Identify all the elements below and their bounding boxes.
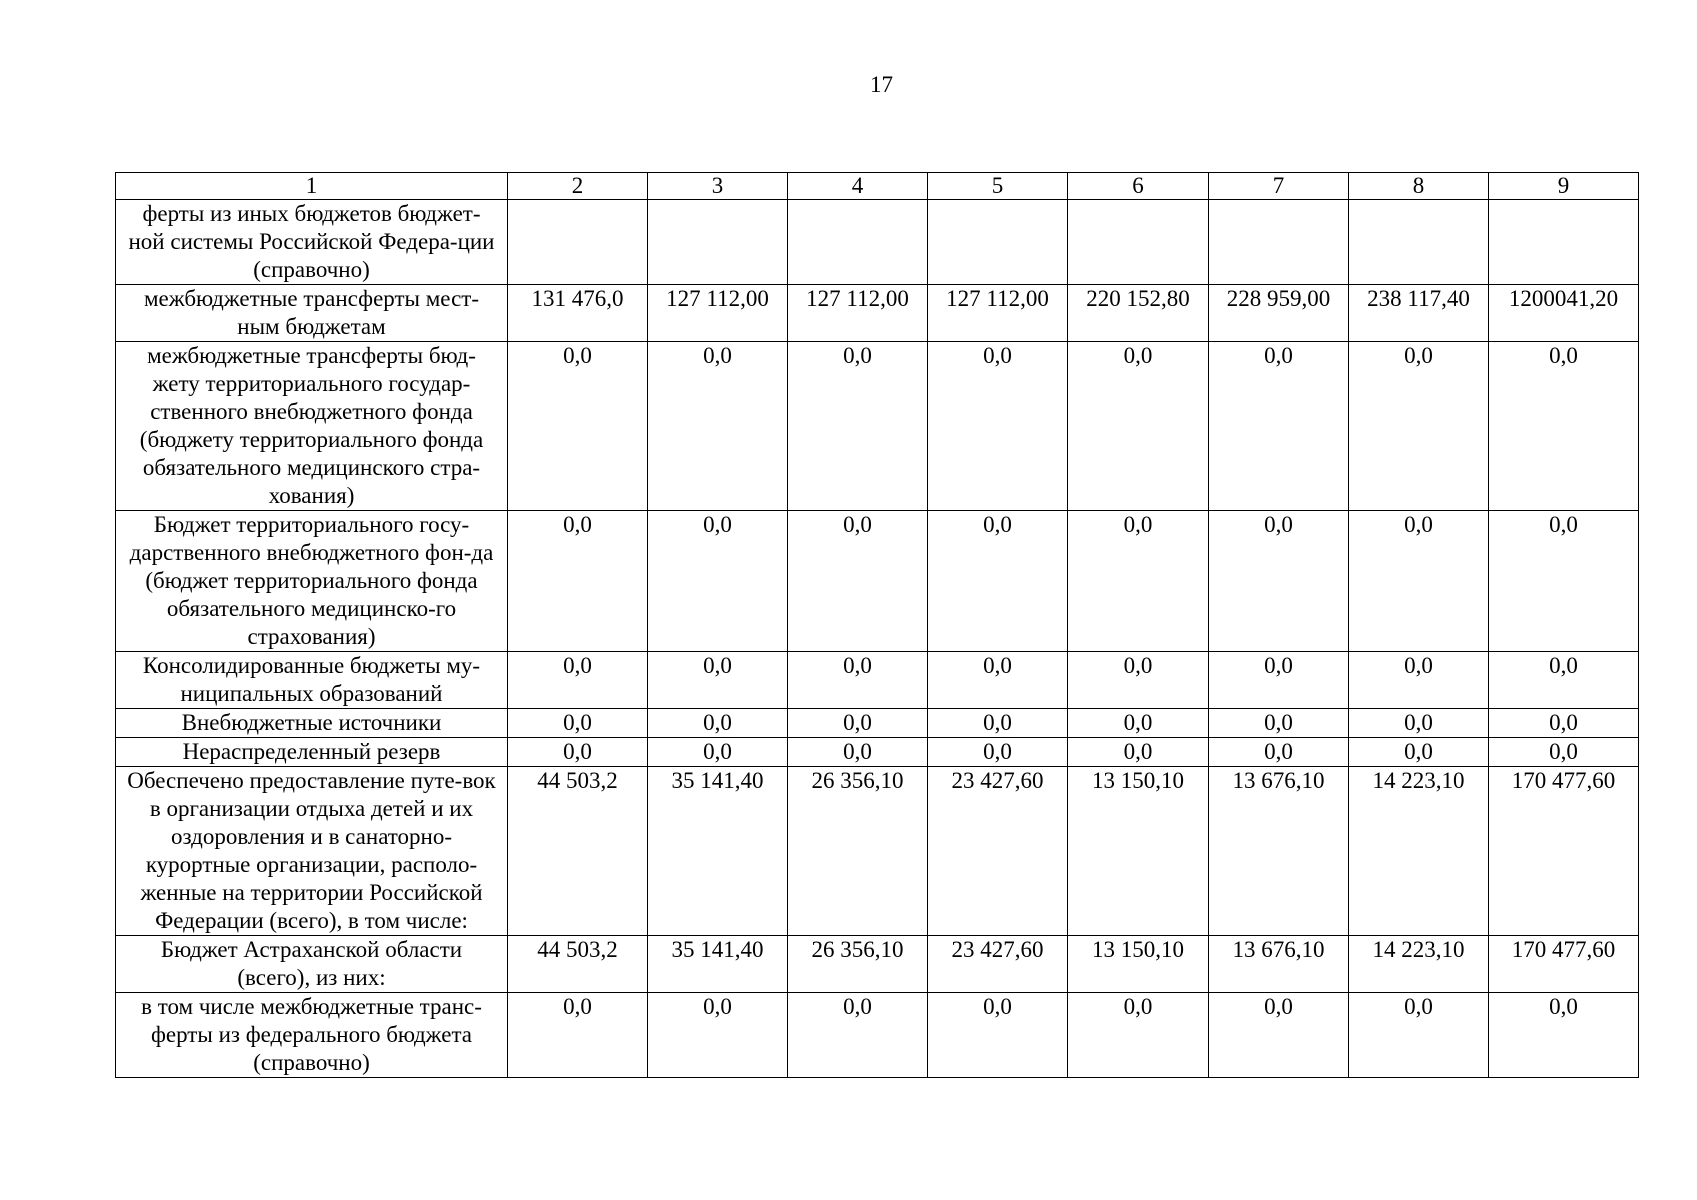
value-cell: 0,0 (788, 738, 928, 767)
column-number-cell: 4 (788, 173, 928, 200)
value-cell: 0,0 (1068, 993, 1209, 1078)
value-cell: 44 503,2 (508, 767, 648, 936)
value-cell: 0,0 (928, 652, 1068, 709)
row-label: Внебюджетные источники (116, 709, 508, 738)
value-cell (1349, 200, 1489, 285)
row-label: межбюджетные трансферты мест-ным бюджетам (116, 285, 508, 342)
table-row (116, 993, 1639, 1078)
value-cell: 0,0 (928, 738, 1068, 767)
table-row (116, 709, 1639, 738)
value-cell: 0,0 (508, 652, 648, 709)
value-cell: 0,0 (1489, 993, 1639, 1078)
value-cell: 0,0 (788, 652, 928, 709)
value-cell: 0,0 (1489, 652, 1639, 709)
value-cell: 26 356,10 (788, 767, 928, 936)
column-number-cell: 6 (1068, 173, 1209, 200)
value-cell: 0,0 (928, 342, 1068, 511)
value-cell: 0,0 (1209, 993, 1349, 1078)
budget-table (115, 172, 1639, 1078)
value-cell (508, 200, 648, 285)
page-number: 17 (870, 72, 893, 97)
row-label: ферты из иных бюджетов бюджет-ной системы Российской Федера-ции (справочно) (116, 200, 508, 285)
value-cell: 44 503,2 (508, 936, 648, 993)
value-cell: 35 141,40 (648, 936, 788, 993)
value-cell: 170 477,60 (1489, 767, 1639, 936)
value-cell: 0,0 (648, 342, 788, 511)
row-label: Обеспечено предоставление путе-вок в организации отдыха детей и их оздоровления и в санаторно-курортные организации, располо-женные на территории Российской Федерации (всего), в том числе: (116, 767, 508, 936)
value-cell: 0,0 (1489, 511, 1639, 652)
value-cell: 13 676,10 (1209, 767, 1349, 936)
table-row (116, 342, 1639, 511)
row-label: Нераспределенный резерв (116, 738, 508, 767)
value-cell (1209, 200, 1349, 285)
column-number-cell: 9 (1489, 173, 1639, 200)
value-cell: 0,0 (1209, 738, 1349, 767)
value-cell: 0,0 (788, 342, 928, 511)
row-label: Консолидированные бюджеты му-ниципальных образований (116, 652, 508, 709)
column-number-cell: 8 (1349, 173, 1489, 200)
value-cell: 0,0 (1209, 511, 1349, 652)
row-label: Бюджет территориального госу-дарственного внебюджетного фон-да (бюджет территориального фонда обязательного медицинско-го страхования) (116, 511, 508, 652)
column-number-cell: 1 (116, 173, 508, 200)
value-cell: 0,0 (648, 652, 788, 709)
value-cell: 0,0 (1489, 709, 1639, 738)
column-number-row (116, 173, 1639, 200)
value-cell: 0,0 (1489, 342, 1639, 511)
value-cell: 0,0 (1209, 652, 1349, 709)
value-cell: 0,0 (1068, 709, 1209, 738)
value-cell (648, 200, 788, 285)
value-cell: 0,0 (508, 738, 648, 767)
value-cell: 14 223,10 (1349, 936, 1489, 993)
value-cell: 0,0 (928, 993, 1068, 1078)
value-cell: 23 427,60 (928, 767, 1068, 936)
value-cell: 0,0 (1068, 652, 1209, 709)
value-cell: 0,0 (648, 511, 788, 652)
row-label: в том числе межбюджетные транс-ферты из федерального бюджета (справочно) (116, 993, 508, 1078)
value-cell: 0,0 (928, 511, 1068, 652)
table-row (116, 285, 1639, 342)
value-cell: 0,0 (788, 709, 928, 738)
value-cell: 0,0 (508, 993, 648, 1078)
column-number-cell: 2 (508, 173, 648, 200)
value-cell: 0,0 (508, 709, 648, 738)
value-cell: 23 427,60 (928, 936, 1068, 993)
value-cell: 0,0 (1068, 511, 1209, 652)
value-cell: 0,0 (508, 511, 648, 652)
value-cell: 0,0 (1349, 652, 1489, 709)
value-cell: 0,0 (928, 709, 1068, 738)
table-row (116, 200, 1639, 285)
table-row (116, 738, 1639, 767)
value-cell (788, 200, 928, 285)
table-row (116, 652, 1639, 709)
column-number-cell: 3 (648, 173, 788, 200)
value-cell: 0,0 (1349, 738, 1489, 767)
value-cell (1489, 200, 1639, 285)
value-cell: 14 223,10 (1349, 767, 1489, 936)
value-cell: 127 112,00 (928, 285, 1068, 342)
value-cell: 0,0 (1209, 342, 1349, 511)
value-cell: 0,0 (1209, 709, 1349, 738)
value-cell: 13 150,10 (1068, 936, 1209, 993)
value-cell: 0,0 (1349, 993, 1489, 1078)
value-cell: 0,0 (648, 738, 788, 767)
table-row (116, 767, 1639, 936)
table-body (116, 173, 1639, 1078)
value-cell: 13 150,10 (1068, 767, 1209, 936)
value-cell (928, 200, 1068, 285)
row-label: межбюджетные трансферты бюд-жету территориального государ-ственного внебюджетного фонда (бюджету территориального фонда обязательного медицинского стра-хования) (116, 342, 508, 511)
value-cell: 0,0 (1349, 709, 1489, 738)
table-row (116, 511, 1639, 652)
value-cell: 238 117,40 (1349, 285, 1489, 342)
value-cell: 1200041,20 (1489, 285, 1639, 342)
column-number-cell: 5 (928, 173, 1068, 200)
column-number-cell: 7 (1209, 173, 1349, 200)
table-row (116, 936, 1639, 993)
value-cell: 0,0 (1489, 738, 1639, 767)
value-cell: 0,0 (508, 342, 648, 511)
value-cell: 13 676,10 (1209, 936, 1349, 993)
value-cell (1068, 200, 1209, 285)
value-cell: 131 476,0 (508, 285, 648, 342)
value-cell: 127 112,00 (788, 285, 928, 342)
value-cell: 127 112,00 (648, 285, 788, 342)
value-cell: 0,0 (1349, 342, 1489, 511)
value-cell: 170 477,60 (1489, 936, 1639, 993)
value-cell: 35 141,40 (648, 767, 788, 936)
value-cell: 0,0 (1349, 511, 1489, 652)
value-cell: 0,0 (788, 511, 928, 652)
value-cell: 0,0 (648, 993, 788, 1078)
value-cell: 0,0 (648, 709, 788, 738)
value-cell: 0,0 (1068, 342, 1209, 511)
value-cell: 0,0 (788, 993, 928, 1078)
value-cell: 0,0 (1068, 738, 1209, 767)
row-label: Бюджет Астраханской области (всего), из них: (116, 936, 508, 993)
value-cell: 228 959,00 (1209, 285, 1349, 342)
value-cell: 220 152,80 (1068, 285, 1209, 342)
value-cell: 26 356,10 (788, 936, 928, 993)
